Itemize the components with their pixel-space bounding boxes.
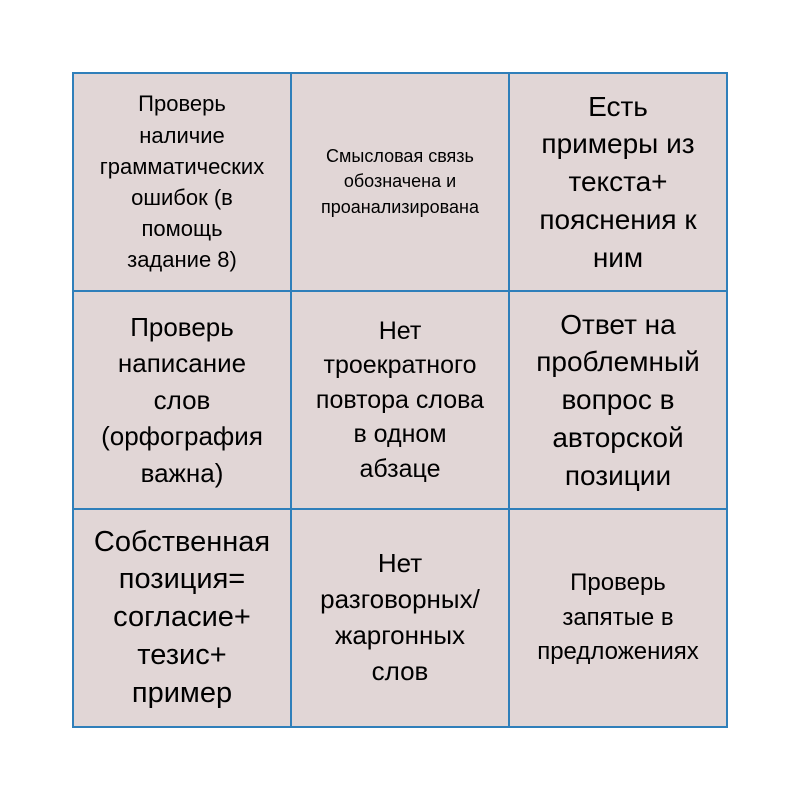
bingo-grid (72, 72, 728, 728)
bingo-cell-7-text: Собственная позиция= согласие+ тезис+ пример (93, 525, 271, 709)
bingo-cell-2-text: Смысловая связь обозначена и проанализирована (321, 146, 479, 217)
bingo-cell-9-text: Проверь запятые в предложениях (537, 568, 699, 666)
bingo-cell-1[interactable] (74, 74, 292, 292)
bingo-cell-1-text: Проверь наличие грамматических ошибок (в помощь задание 8) (99, 91, 265, 273)
bingo-cell-7[interactable] (74, 510, 292, 728)
bingo-cell-4-text: Проверь написание слов (орфография важна) (101, 312, 263, 488)
bingo-cell-8-text: Нет разговорных/ жаргонных слов (320, 548, 480, 686)
bingo-cell-3[interactable] (510, 74, 728, 292)
bingo-cell-2[interactable] (292, 74, 510, 292)
bingo-cell-5[interactable] (292, 292, 510, 510)
bingo-cell-9[interactable] (510, 510, 728, 728)
bingo-cell-4[interactable] (74, 292, 292, 510)
bingo-cell-3-text: Есть примеры из текста+ пояснения к ним (539, 90, 697, 273)
bingo-cell-8[interactable] (292, 510, 510, 728)
bingo-cell-6-text: Ответ на проблемный вопрос в авторской позиции (536, 308, 700, 491)
bingo-cell-6[interactable] (510, 292, 728, 510)
bingo-cell-5-text: Нет троекратного повтора слова в одном абзаце (315, 316, 485, 483)
